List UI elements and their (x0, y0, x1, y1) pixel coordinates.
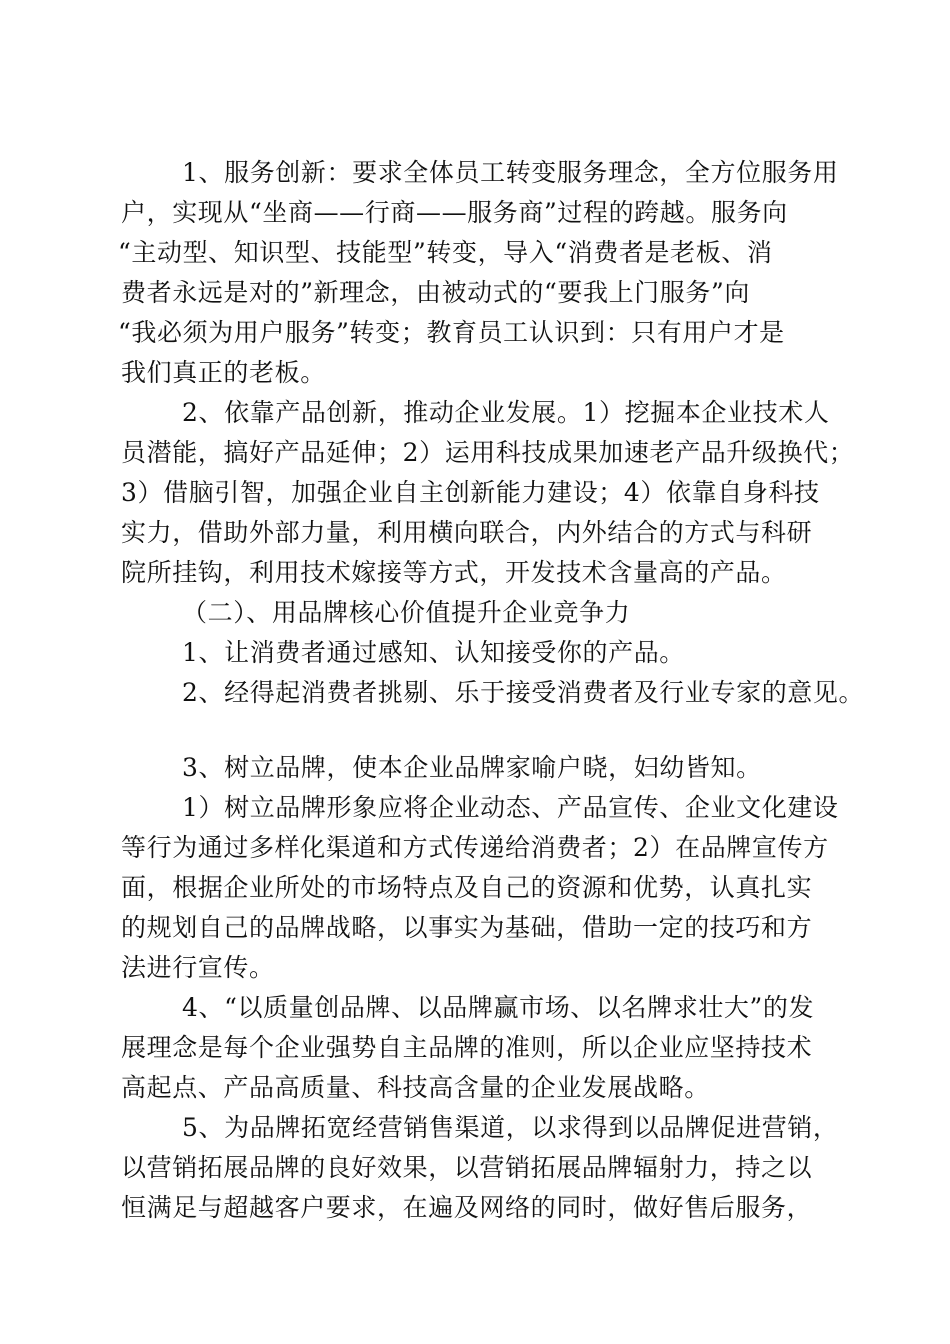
section-heading-brand-value: （二）、用品牌核心价值提升企业竞争力 (182, 598, 631, 627)
para-service-innovation-line-1: 1、服务创新：要求全体员工转变服务理念，全方位服务用 (182, 158, 839, 187)
para-product-innovation-line-5: 院所挂钩，利用技术嫁接等方式，开发技术含量高的产品。 (121, 558, 787, 587)
para-brand-image-line-3: 面，根据企业所处的市场特点及自己的资源和优势，认真扎实 (121, 873, 813, 902)
para-brand-image-line-2: 等行为通过多样化渠道和方式传递给消费者；2）在品牌宣传方 (121, 833, 829, 862)
para-brand-image-line-5: 法进行宣传。 (121, 953, 275, 982)
para-product-innovation-line-3: 3）借脑引智，加强企业自主创新能力建设；4）依靠自身科技 (121, 478, 820, 507)
para-product-innovation-line-1: 2、依靠产品创新，推动企业发展。1）挖掘本企业技术人 (182, 398, 830, 427)
para-sales-channel-line-3: 恒满足与超越客户要求，在遍及网络的同时，做好售后服务， (121, 1193, 813, 1222)
para-service-innovation-line-6: 我们真正的老板。 (121, 358, 326, 387)
para-brand-image-line-1: 1）树立品牌形象应将企业动态、产品宣传、企业文化建设 (182, 793, 839, 822)
para-quality-brand-line-3: 高起点、产品高质量、科技高含量的企业发展战略。 (121, 1073, 710, 1102)
para-product-innovation-line-2: 员潜能，搞好产品延伸；2）运用科技成果加速老产品升级换代； (121, 438, 855, 467)
para-brand-image-line-4: 的规划自己的品牌战略，以事实为基础，借助一定的技巧和方 (121, 913, 813, 942)
item-1-perception: 1、让消费者通过感知、认知接受你的产品。 (182, 638, 685, 667)
para-quality-brand-line-2: 展理念是每个企业强势自主品牌的准则，所以企业应坚持技术 (121, 1033, 813, 1062)
para-product-innovation-line-4: 实力，借助外部力量，利用横向联合，内外结合的方式与科研 (121, 518, 813, 547)
item-2-accept-opinions: 2、经得起消费者挑剔、乐于接受消费者及行业专家的意见。 (182, 678, 865, 707)
item-3-establish-brand: 3、树立品牌，使本企业品牌家喻户晓，妇幼皆知。 (182, 753, 762, 782)
para-quality-brand-line-1: 4、“以质量创品牌、以品牌赢市场、以名牌求壮大”的发 (182, 993, 815, 1022)
para-service-innovation-line-4: 费者永远是对的”新理念，由被动式的“要我上门服务”向 (121, 278, 750, 307)
para-sales-channel-line-1: 5、为品牌拓宽经营销售渠道，以求得到以品牌促进营销， (182, 1113, 839, 1142)
para-service-innovation-line-2: 户，实现从“坐商——行商——服务商”过程的跨越。服务向 (121, 198, 788, 227)
para-service-innovation-line-3: “主动型、知识型、技能型”转变，导入“消费者是老板、消 (118, 238, 773, 267)
para-sales-channel-line-2: 以营销拓展品牌的良好效果，以营销拓展品牌辐射力，持之以 (121, 1153, 813, 1182)
para-service-innovation-line-5: “我必须为用户服务”转变；教育员工认识到：只有用户才是 (118, 318, 785, 347)
